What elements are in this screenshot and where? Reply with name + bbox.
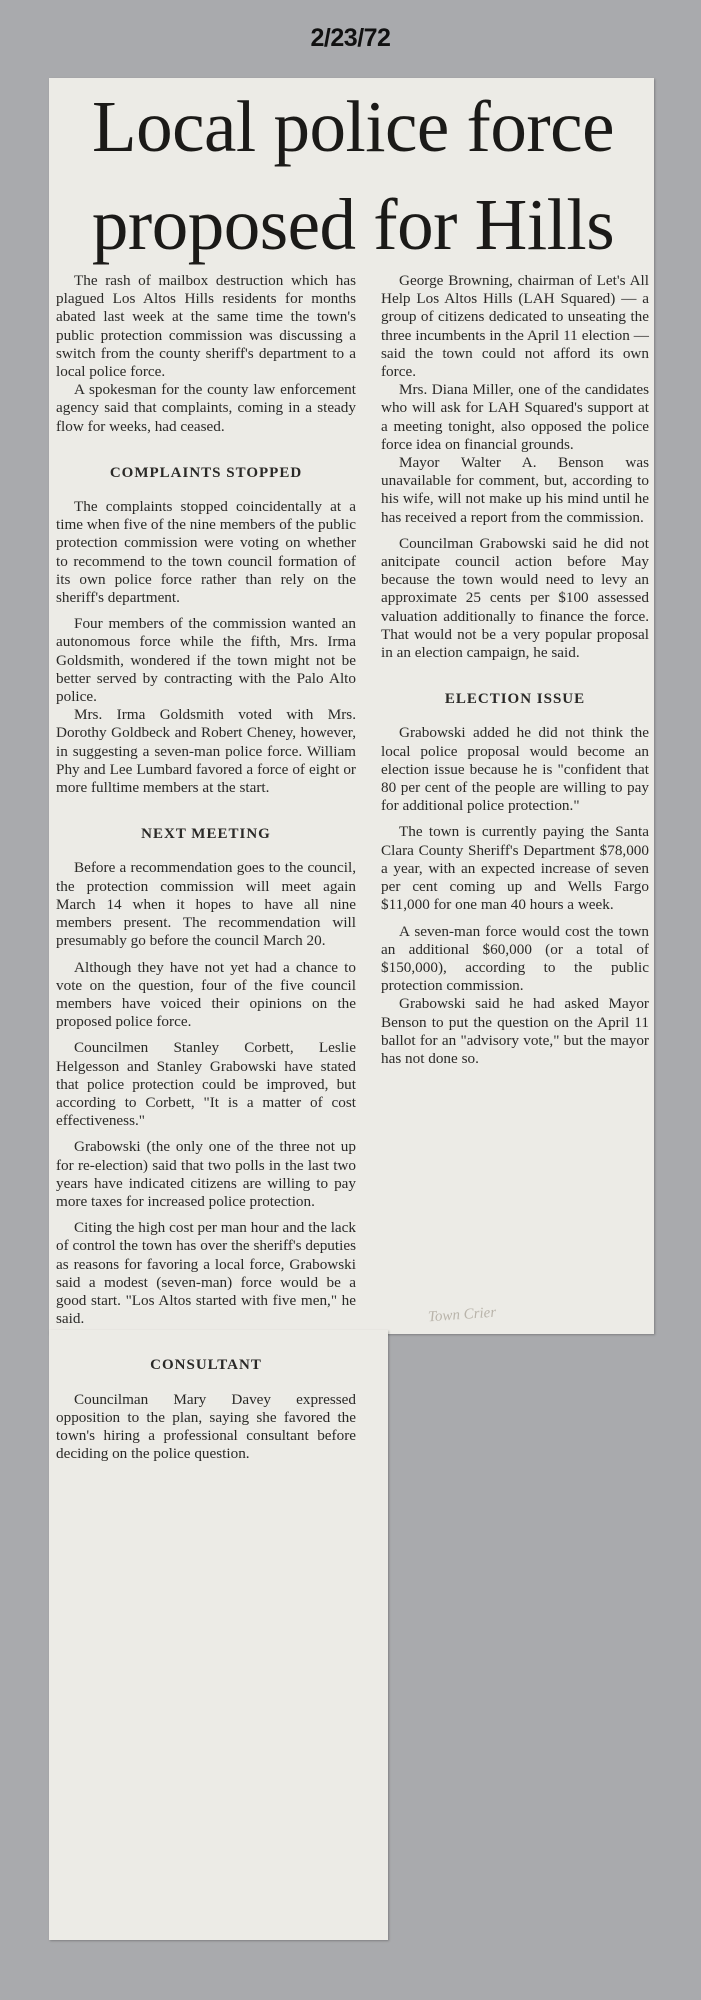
paragraph: Grabowski (the only one of the three not up for re-election) said that two polls in the last two years have indicated citizens are willing to pay more taxes for increased police protection. bbox=[56, 1138, 356, 1210]
paragraph: Councilmen Stanley Corbett, Leslie Helgesson and Stanley Grabowski have stated that police protection could be improved, but according to Corbett, "It is a matter of cost effectiveness." bbox=[56, 1039, 356, 1130]
left-column bbox=[56, 272, 356, 1463]
paragraph: Councilman Grabowski said he did not anitcipate council action before May because the town would need to levy an approximate 25 cents per $100 assessed valuation additionally to finance the force. That would not be a very popular proposal in an election campaign, he said. bbox=[381, 534, 649, 662]
right-column bbox=[381, 272, 649, 1068]
paragraph: Mrs. Diana Miller, one of the candidates who will ask for LAH Squared's support at a meeting tonight, also opposed the police force idea on financial grounds. bbox=[381, 381, 649, 453]
paragraph: Councilman Mary Davey expressed opposition to the plan, saying she favored the town's hiring a professional consultant before deciding on the police question. bbox=[56, 1390, 356, 1463]
paragraph: The rash of mailbox destruction which has plagued Los Altos Hills residents for months abated last week at the same time the town's public protection commission was discussing a switch from the county sheriff's department to a local police force. bbox=[56, 272, 356, 381]
paragraph: Grabowski said he had asked Mayor Benson to put the question on the April 11 ballot for an "advisory vote," but the mayor has not done so. bbox=[381, 995, 649, 1067]
paragraph: Citing the high cost per man hour and the lack of control the town has over the sheriff's deputies as reasons for favoring a local force, Grabowski said a modest (seven-man) force would be a good start. "Los Altos started with five men," he said. bbox=[56, 1219, 356, 1328]
paragraph: Grabowski added he did not think the local police proposal would become an election issue because he is "confident that 80 per cent of the people are willing to pay for additional police protection." bbox=[381, 724, 649, 815]
date-stamp: 2/23/72 bbox=[310, 24, 391, 52]
paragraph: Although they have not yet had a chance to vote on the question, four of the five council members have voiced their opinions on the proposed police force. bbox=[56, 958, 356, 1031]
subhead-election-issue: ELECTION ISSUE bbox=[444, 691, 586, 708]
paragraph: The complaints stopped coincidentally at a time when five of the nine members of the public protection commission were voting on whether to recommend to the town council formation of its own police force rather than rely on the sheriff's department. bbox=[56, 498, 356, 607]
paragraph: Mayor Walter A. Benson was unavailable for comment, but, according to his wife, will not make up his mind until he has received a report from the commission. bbox=[381, 454, 649, 526]
paragraph: Before a recommendation goes to the council, the protection commission will meet again March 14 when it hopes to have all nine members present. The recommendation will presumably go before the council March 20. bbox=[56, 859, 356, 950]
paragraph: The town is currently paying the Santa Clara County Sheriff's Department $78,000 a year, with an expected increase of seven per cent coming up and Wells Fargo $11,000 for one man 40 hours a week. bbox=[381, 823, 649, 914]
headline bbox=[58, 78, 648, 274]
subhead-next-meeting: NEXT MEETING bbox=[141, 826, 271, 843]
paragraph: A spokesman for the county law enforcement agency said that complaints, coming in a steady flow for weeks, had ceased. bbox=[56, 381, 356, 435]
paragraph: Four members of the commission wanted an autonomous force while the fifth, Mrs. Irma Goldsmith, wondered if the town might not be better served by contracting with the Palo Alto police. bbox=[56, 615, 356, 706]
subhead-complaints-stopped: COMPLAINTS STOPPED bbox=[109, 464, 303, 481]
paragraph: Mrs. Irma Goldsmith voted with Mrs. Dorothy Goldbeck and Robert Cheney, however, in suggesting a seven-man police force. William Phy and Lee Lumbard favored a force of eight or more fulltime members at the start. bbox=[56, 706, 356, 797]
headline-line-2: proposed for Hills bbox=[91, 184, 615, 265]
handwritten-note: Town Crier bbox=[427, 1304, 497, 1326]
subhead-consultant: CONSULTANT bbox=[150, 1357, 262, 1374]
paragraph: A seven-man force would cost the town an additional $60,000 (or a total of $150,000), according to the public protection commission. bbox=[381, 922, 649, 995]
paragraph: George Browning, chairman of Let's All Help Los Altos Hills (LAH Squared) — a group of citizens dedicated to unseating the three incumbents in the April 11 election — said the town could not afford its own force. bbox=[381, 272, 649, 381]
headline-line-1: Local police force bbox=[92, 86, 614, 167]
